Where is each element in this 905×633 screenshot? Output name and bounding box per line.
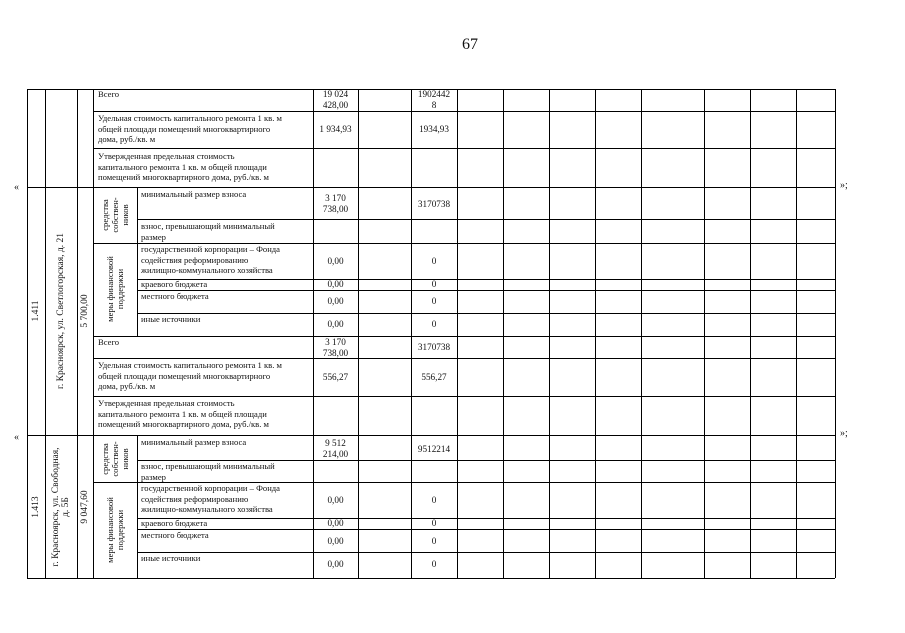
block1-regional-label: краевого бюджета bbox=[141, 279, 208, 289]
block1-min-contribution-a: 3 170 738,00 bbox=[322, 193, 349, 214]
block2-regional-a: 0,00 bbox=[327, 518, 344, 528]
block2-fund-b: 0 bbox=[431, 495, 437, 505]
top-total-label: Всего bbox=[98, 89, 120, 99]
block1-unit-cost-label: Удельная стоимость капитального ремонта 1 кв. м общей площади помещений многоквартирного дома, руб./кв. м bbox=[98, 360, 282, 392]
block1-total-label: Всего bbox=[98, 337, 120, 347]
block1-local-b: 0 bbox=[431, 296, 437, 306]
block2-local-b: 0 bbox=[431, 536, 437, 546]
block1-fund-b: 0 bbox=[431, 256, 437, 266]
quote-open-2: « bbox=[14, 432, 19, 443]
block1-area: 5 700,00 bbox=[80, 294, 90, 328]
block1-regional-b: 0 bbox=[431, 279, 437, 289]
block1-fund-a: 0,00 bbox=[327, 256, 344, 266]
block1-support-measures: меры финансовой поддержки bbox=[105, 256, 125, 322]
top-unit-cost-b: 1934,93 bbox=[419, 124, 449, 134]
top-total-value-a: 19 024 428,00 bbox=[322, 89, 349, 110]
block1-local-a: 0,00 bbox=[327, 296, 344, 306]
top-limit-label: Утвержденная предельная стоимость капитального ремонта 1 кв. м общей площади помещений многоквартирного дома, руб./кв. м bbox=[98, 151, 269, 183]
block2-over-min-label: взнос, превышающий минимальный размер bbox=[141, 461, 275, 482]
top-unit-cost-a: 1 934,93 bbox=[319, 124, 352, 134]
block2-min-contribution-b: 9512214 bbox=[417, 444, 451, 454]
block1-unit-cost-b: 556,27 bbox=[421, 372, 447, 382]
block1-regional-a: 0,00 bbox=[327, 279, 344, 289]
quote-open-1: « bbox=[14, 182, 19, 193]
block1-fund-label: государственной корпорации – Фонда содействия реформированию жилищно-коммунального хозяйства bbox=[141, 244, 280, 276]
block2-min-contribution-label: минимальный размер взноса bbox=[141, 437, 247, 447]
block1-total-a: 3 170 738,00 bbox=[322, 337, 349, 358]
block1-number: 1.411 bbox=[31, 300, 41, 322]
block2-fund-a: 0,00 bbox=[327, 495, 344, 505]
block2-regional-b: 0 bbox=[431, 518, 437, 528]
block2-local-label: местного бюджета bbox=[141, 530, 209, 540]
block1-limit-label: Утвержденная предельная стоимость капитального ремонта 1 кв. м общей площади помещений многоквартирного дома, руб./кв. м bbox=[98, 398, 269, 430]
block1-min-contribution-b: 3170738 bbox=[417, 199, 451, 209]
block1-total-b: 3170738 bbox=[417, 342, 451, 352]
block1-min-contribution-label: минимальный размер взноса bbox=[141, 189, 247, 199]
block2-area: 9 047,60 bbox=[80, 490, 90, 524]
block2-other-a: 0,00 bbox=[327, 559, 344, 569]
block2-address: г. Красноярск, ул. Свободная, д. 5Б bbox=[51, 447, 71, 567]
block2-min-contribution-a: 9 512 214,00 bbox=[322, 438, 349, 459]
page-number: 67 bbox=[462, 36, 478, 53]
block2-other-b: 0 bbox=[431, 559, 437, 569]
block1-other-b: 0 bbox=[431, 319, 437, 329]
top-total-value-b: 1902442 8 bbox=[417, 89, 451, 110]
block1-other-label: иные источники bbox=[141, 314, 201, 324]
block1-owners-funds: средства собствен- ников bbox=[100, 197, 130, 233]
block2-number: 1.413 bbox=[31, 496, 41, 518]
top-unit-cost-label: Удельная стоимость капитального ремонта 1 кв. м общей площади помещений многоквартирного дома, руб./кв. м bbox=[98, 113, 282, 145]
block2-support-measures: меры финансовой поддержки bbox=[105, 497, 125, 563]
block2-regional-label: краевого бюджета bbox=[141, 518, 208, 528]
block2-owners-funds: средства собствен- ников bbox=[100, 441, 130, 477]
block1-unit-cost-a: 556,27 bbox=[322, 372, 349, 382]
block2-local-a: 0,00 bbox=[327, 536, 344, 546]
block1-over-min-label: взнос, превышающий минимальный размер bbox=[141, 221, 275, 242]
block1-address: г. Красноярск, ул. Светлогорская, д. 21 bbox=[56, 233, 66, 389]
block2-fund-label: государственной корпорации – Фонда содействия реформированию жилищно-коммунального хозяйства bbox=[141, 483, 280, 515]
block2-other-label: иные источники bbox=[141, 553, 201, 563]
block1-local-label: местного бюджета bbox=[141, 291, 209, 301]
quote-close-2: »; bbox=[840, 428, 848, 439]
quote-close-1: »; bbox=[840, 180, 848, 191]
block1-other-a: 0,00 bbox=[327, 319, 344, 329]
